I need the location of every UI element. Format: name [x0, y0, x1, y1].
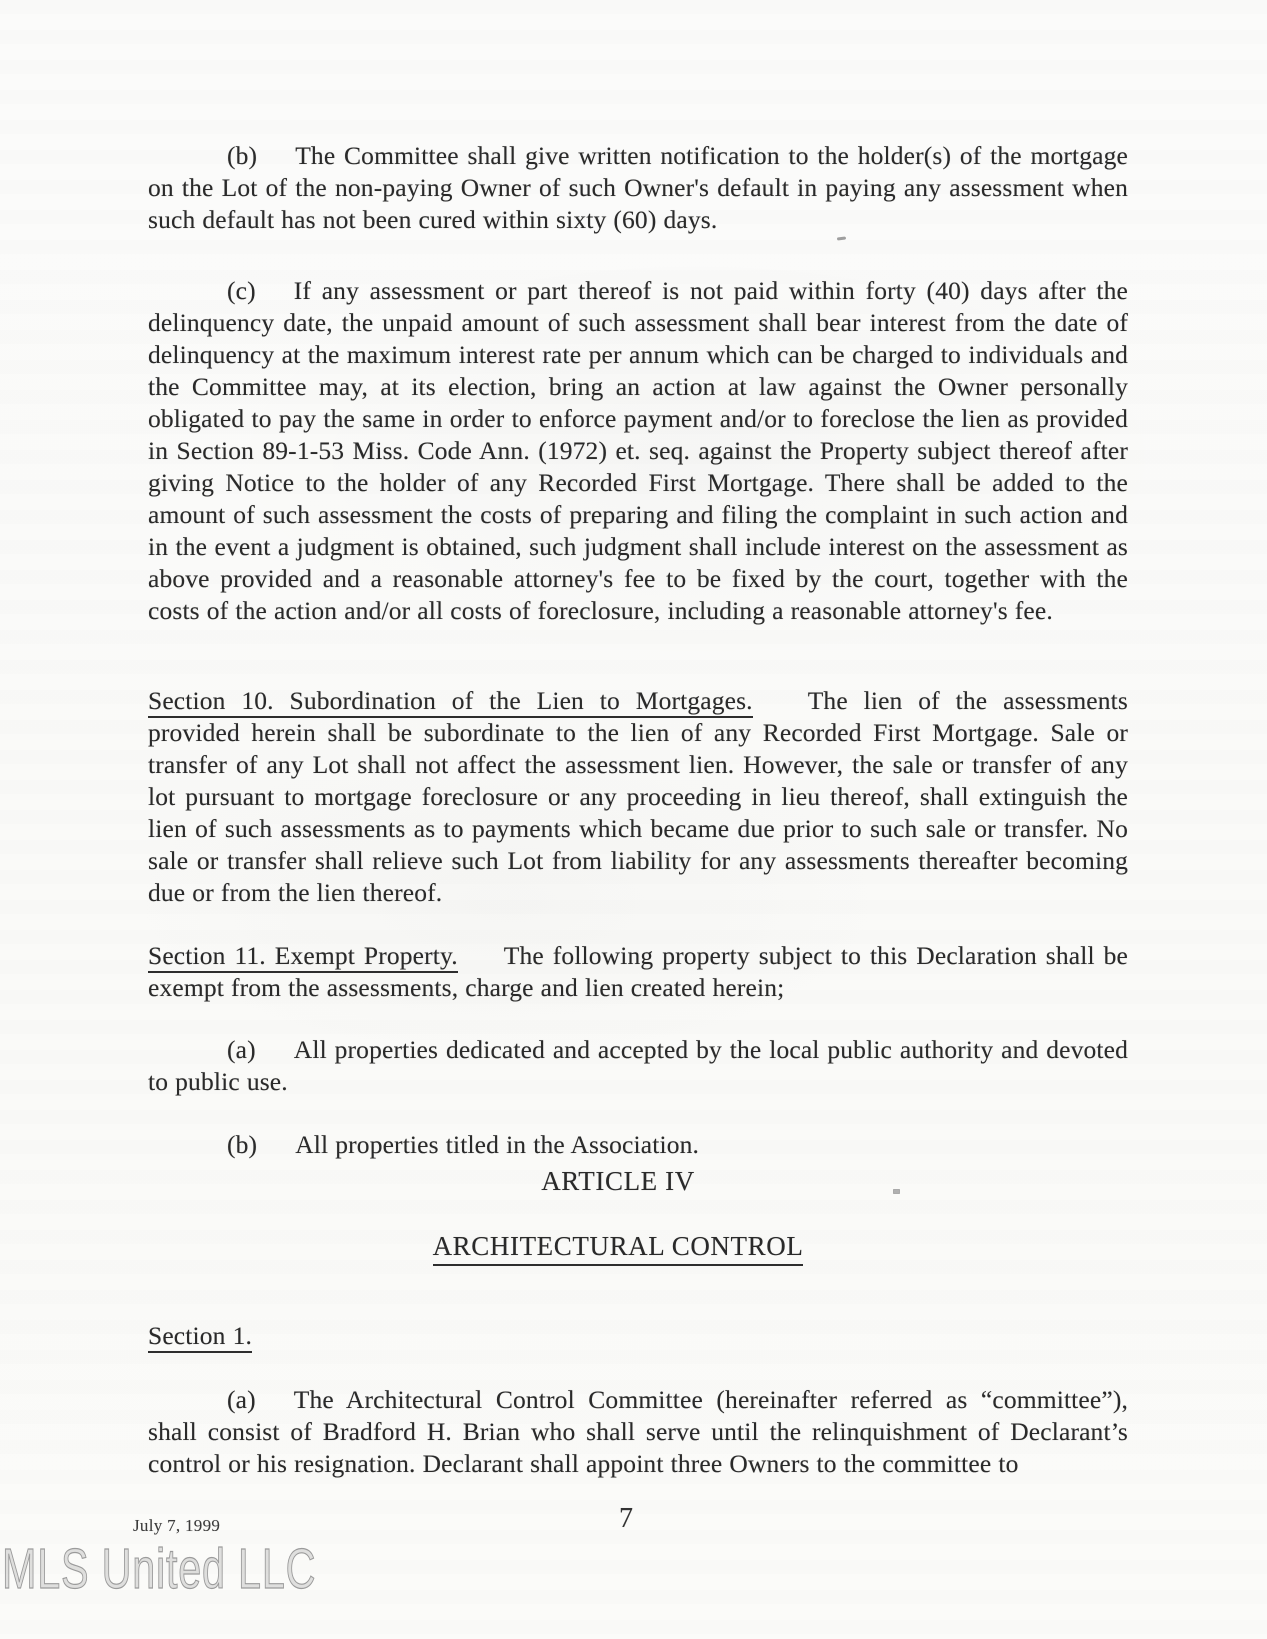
exempt-item-a-label: (a)	[227, 1034, 256, 1064]
section-10-heading: Section 10. Subordination of the Lien to Mortgages.	[148, 686, 753, 718]
article-title	[158, 1230, 1078, 1262]
article-heading-text: ARTICLE IV	[541, 1166, 695, 1196]
section-11-body: The following property subject to this Declaration shall be exempt from the assessments, charge and lien created herein;	[148, 940, 1128, 1002]
exempt-item-b-text: All properties titled in the Association.	[295, 1129, 700, 1159]
section-1-heading	[148, 1320, 1128, 1352]
paragraph-b-label: (b)	[227, 140, 258, 170]
page-number: 7	[619, 1503, 633, 1534]
exempt-item-a	[148, 1034, 1128, 1098]
paragraph-b	[148, 140, 1128, 236]
exempt-item-a-text: All properties dedicated and accepted by the local public authority and devoted to public use.	[148, 1034, 1128, 1096]
section-1-heading-text: Section 1.	[148, 1321, 252, 1353]
paragraph-c-text: If any assessment or part thereof is not paid within forty (40) days after the delinquency date, the unpaid amount of such assessment shall bear interest from the date of delinquency at the maximum interest rate per annum which can be charged to individuals and the Committee may, at its election, bring an action at law against the Owner personally obligated to pay the same in order to enforce payment and/or to foreclose the lien as provided in Section 89-1-53 Miss. Code Ann. (1972) et. seq. against the Property subject thereof after giving Notice to the holder of any Recorded First Mortgage. There shall be added to the amount of such assessment the costs of preparing and filing the complaint in such action and in the event a judgment is obtained, such judgment shall include interest on the assessment as above provided and a reasonable attorney's fee to be fixed by the court, together with the costs of the action and/or all costs of foreclosure, including a reasonable attorney's fee.	[148, 275, 1128, 625]
article-heading	[158, 1165, 1078, 1197]
footer-date: July 7, 1999	[133, 1516, 221, 1535]
watermark-text: MLS United LLC	[2, 1538, 317, 1601]
scan-speck	[893, 1189, 900, 1194]
article-title-text: ARCHITECTURAL CONTROL	[433, 1231, 804, 1266]
section-10	[148, 685, 1128, 909]
scan-speck	[837, 236, 846, 240]
exempt-item-b	[148, 1129, 1128, 1161]
paragraph-b-text: The Committee shall give written notification to the holder(s) of the mortgage on the Lot of the non-paying Owner of such Owner's default in paying any assessment when such default has not been cured within sixty (60) days.	[148, 140, 1128, 234]
section-10-body: The lien of the assessments provided herein shall be subordinate to the lien of any Recorded First Mortgage. Sale or transfer of any Lot shall not affect the assessment lien. However, the sale or transfer of any lot pursuant to mortgage foreclosure or any proceeding in lieu thereof, shall extinguish the lien of such assessments as to payments which became due prior to such sale or transfer. No sale or transfer shall relieve such Lot from liability for any assessments thereafter becoming due or from the lien thereof.	[148, 685, 1128, 907]
paragraph-c-label: (c)	[227, 275, 256, 305]
section-11-heading: Section 11. Exempt Property.	[148, 941, 458, 973]
section-1-item-a-text: The Architectural Control Committee (hereinafter referred as “committee”), shall consist of Bradford H. Brian who shall serve until the relinquishment of Declarant’s control or his resignation. Declarant shall appoint three Owners to the committee to	[148, 1384, 1128, 1478]
section-11	[148, 940, 1128, 1004]
paragraph-c	[148, 275, 1128, 627]
section-1-item-a-label: (a)	[227, 1384, 256, 1414]
exempt-item-b-label: (b)	[227, 1129, 258, 1159]
section-1-item-a	[148, 1384, 1128, 1480]
